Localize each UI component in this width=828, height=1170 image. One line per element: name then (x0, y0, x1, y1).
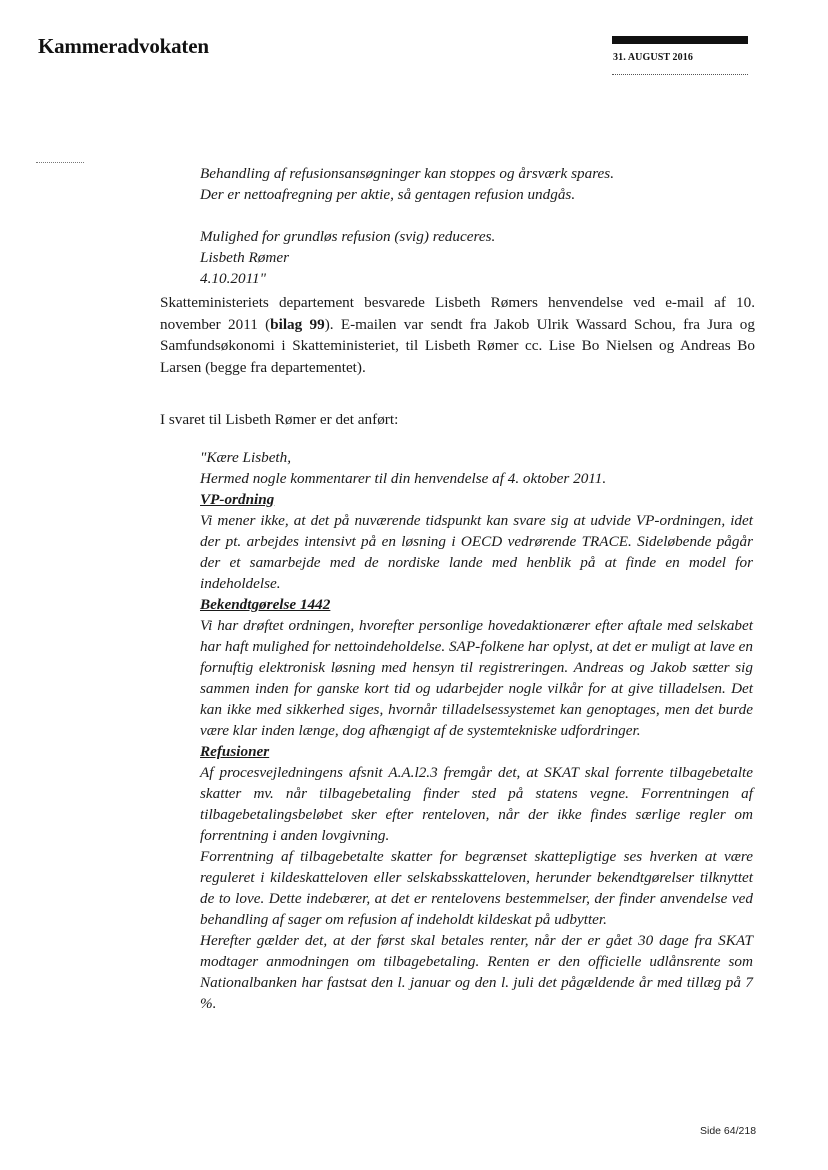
quote-line: Der er nettoafregning per aktie, så gentagen refusion undgås. (200, 186, 576, 203)
organization-name: Kammeradvokaten (38, 34, 209, 58)
letter-intro: Hermed nogle kommentarer til din henvendelse af 4. oktober 2011. (200, 470, 607, 487)
quote-signature: Lisbeth Rømer (200, 249, 290, 266)
section-heading-bekendtgoerelse: Bekendtgørelse 1442 (200, 596, 331, 613)
section-paragraph: Herefter gælder det, at der først skal betales renter, når der er gået 30 dage fra SKAT modtager anmodningen om tilbagebetaling. Renten er den officielle udlånsrente som Nationalbanken har fastsat den l. januar og den l. juli det pågældende år med tillæg på 7 %. (200, 932, 753, 1012)
quote-date: 4.10.2011" (200, 270, 266, 287)
body-paragraph: Skatteministeriets departement besvarede Lisbeth Rømers henvendelse ved e-mail af 10. november 2011 (bilag 99). E-mailen var sendt fra Jakob Ulrik Wassard Schou, fra Jura og Samfundsøkonomi i Skatteministeriet, til Lisbeth Rømer cc. Lise Bo Nielsen og Andreas Bo Larsen (begge fra departementet). (160, 294, 755, 376)
section-paragraph: Vi mener ikke, at det på nuværende tidspunkt kan svare sig at udvide VP-ordningen, idet der pt. arbejdes intensivt på en løsning i OECD vedrørende TRACE. Sideløbende pågår der et samarbejde med de nordiske lande med henblik på at finde en model for indeholdelse. (200, 512, 753, 592)
section-paragraph: Vi har drøftet ordningen, hvorefter personlige hovedaktionærer efter aftale med selskabet har haft mulighed for nettoindeholdelse. SAP-folkene har oplyst, at det er muligt at lave en fornuftig elektronisk løsning med hensyn til registreringen. Andreas og Jakob sætter sig sammen inden for ganske kort tid og udarbejder nogle vilkår for at give tilladelsen. Det kan ikke med sikkerhed siges, hvornår tilladelsessystemet kan genoptages, men det burde være klar inden længe, dog afhængigt af de systemtekniske udfordringer. (200, 617, 753, 739)
date-bar (612, 36, 748, 44)
section-heading-refusioner: Refusioner (200, 743, 270, 760)
section-heading-vp-ordning: VP-ordning (200, 491, 275, 508)
page-number: Side 64/218 (700, 1125, 757, 1137)
body-paragraph: I svaret til Lisbeth Rømer er det anført: (160, 411, 399, 428)
section-paragraph: Af procesvejledningens afsnit A.A.l2.3 fremgår det, at SKAT skal forrente tilbagebetalte skatter mv. når tilbagebetaling finder sted på statens vegne. Forrentningen af tilbagebetalingsbeløbet sker efter renteloven, når der ikke findes særlige regler om forrentning i anden lovgivning. (200, 764, 753, 844)
section-paragraph: Forrentning af tilbagebetalte skatter for begrænset skattepligtige ses hverken at være reguleret i kildeskatteloven eller selskabsskatteloven, herunder bekendtgørelser tilknyttet de to love. Dette indebærer, at det er rentelovens bestemmelser, der finder anvendelse ved behandling af sager om refusion af indeholdt kildeskat på udbytter. (200, 848, 753, 928)
quote-line: Mulighed for grundløs refusion (svig) reduceres. (200, 228, 496, 245)
margin-divider (36, 162, 84, 163)
letter-greeting: "Kære Lisbeth, (200, 449, 292, 466)
quote-line: Behandling af refusionsansøgninger kan stoppes og årsværk spares. (200, 165, 614, 182)
document-date: 31. AUGUST 2016 (613, 52, 693, 63)
quote-block-a (200, 163, 760, 205)
quote-block-b (200, 226, 760, 289)
quoted-letter (200, 447, 753, 1014)
exhibit-reference: bilag 99 (270, 315, 325, 333)
date-divider (612, 74, 748, 75)
